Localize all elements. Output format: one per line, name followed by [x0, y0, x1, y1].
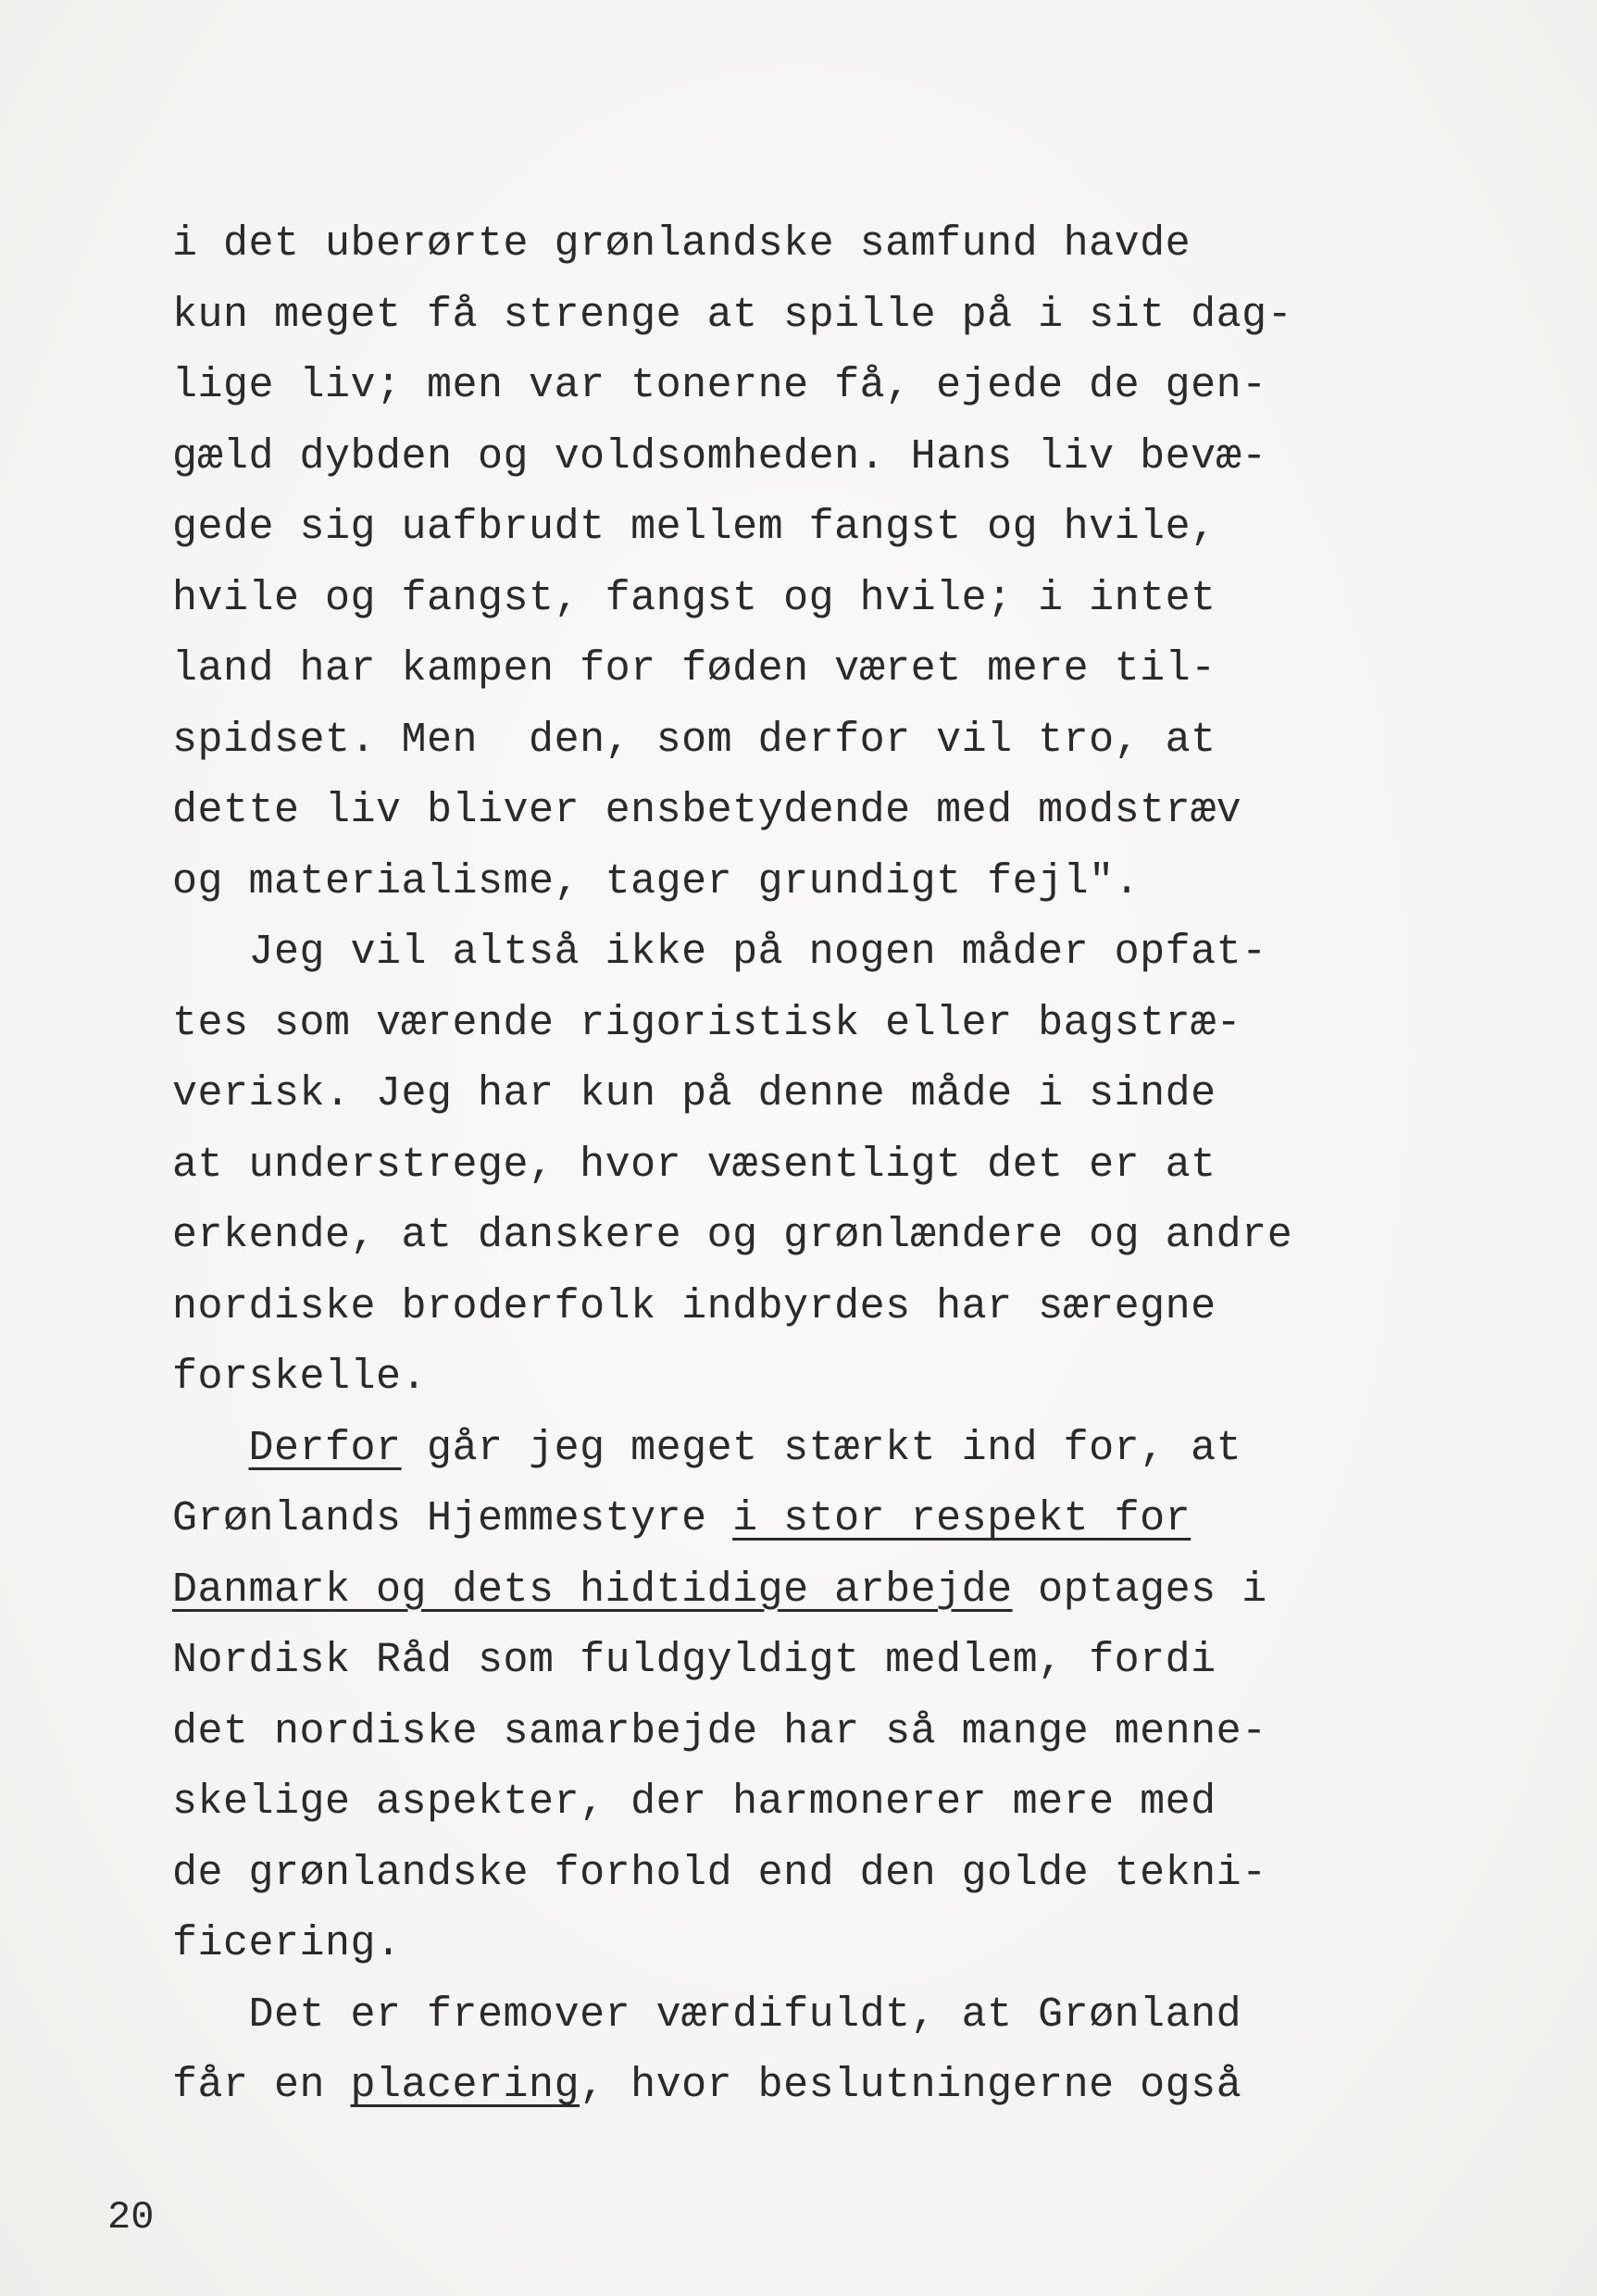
indent	[172, 1425, 249, 1472]
underlined-text: Derfor	[248, 1424, 402, 1472]
text-line	[172, 2051, 1487, 2122]
text-line: verisk. Jeg har kun på denne måde i sinde	[172, 1070, 1216, 1117]
text-segment: optages i	[1012, 1566, 1267, 1614]
text-line: de grønlandske forhold end den golde tekni-	[172, 1849, 1267, 1897]
text-line	[172, 1484, 1487, 1555]
text-segment: Grønlands Hjemmestyre	[172, 1495, 733, 1542]
text-line: nordiske broderfolk indbyrdes har særegne	[172, 1282, 1216, 1330]
text-line	[172, 1555, 1487, 1627]
text-line: skelige aspekter, der harmonerer mere med	[172, 1778, 1216, 1826]
text-line: tes som værende rigoristisk eller bagstræ-	[172, 999, 1242, 1047]
underlined-text: placering	[350, 2062, 580, 2109]
text-line: det nordiske samarbejde har så mange menne-	[172, 1707, 1267, 1755]
text-line: og materialisme, tager grundigt fejl".	[172, 857, 1141, 905]
text-line: land har kampen for føden været mere til-	[172, 645, 1216, 693]
text-line: kun meget få strenge at spille på i sit dag-	[172, 291, 1293, 339]
text-line: hvile og fangst, fangst og hvile; i intet	[172, 574, 1216, 622]
text-line: erkende, at danskere og grønlændere og andre	[172, 1212, 1293, 1259]
text-line: i det uberørte grønlandske samfund havde	[172, 220, 1192, 268]
text-line	[172, 1414, 1487, 1485]
text-line: at understrege, hvor væsentligt det er at	[172, 1141, 1216, 1189]
text-segment: går jeg meget stærkt ind for, at	[401, 1424, 1242, 1472]
text-line: Nordisk Råd som fuldgyldigt medlem, fordi	[172, 1637, 1216, 1684]
page-number: 20	[107, 2195, 155, 2240]
underlined-text: Danmark og dets hidtidige arbejde	[172, 1566, 1013, 1614]
text-line: spidset. Men den, som derfor vil tro, at	[172, 716, 1216, 764]
text-line: forskelle.	[172, 1354, 428, 1401]
underlined-text: i stor respekt for	[732, 1495, 1192, 1542]
text-segment: , hvor beslutningerne også	[580, 2062, 1242, 2109]
text-line: gæld dybden og voldsomheden. Hans liv bevæ-	[172, 432, 1267, 480]
text-line: Jeg vil altså ikke på nogen måder opfat-	[172, 929, 1267, 976]
text-line: gede sig uafbrudt mellem fangst og hvile,	[172, 504, 1216, 551]
text-line: lige liv; men var tonerne få, ejede de gen-	[172, 362, 1267, 409]
text-line: Det er fremover værdifuldt, at Grønland	[172, 1990, 1242, 2039]
body-text	[172, 209, 1487, 2122]
text-segment: får en	[172, 2062, 351, 2109]
text-line: dette liv bliver ensbetydende med modstræv	[172, 787, 1242, 834]
text-line: ficering.	[172, 1920, 402, 1967]
